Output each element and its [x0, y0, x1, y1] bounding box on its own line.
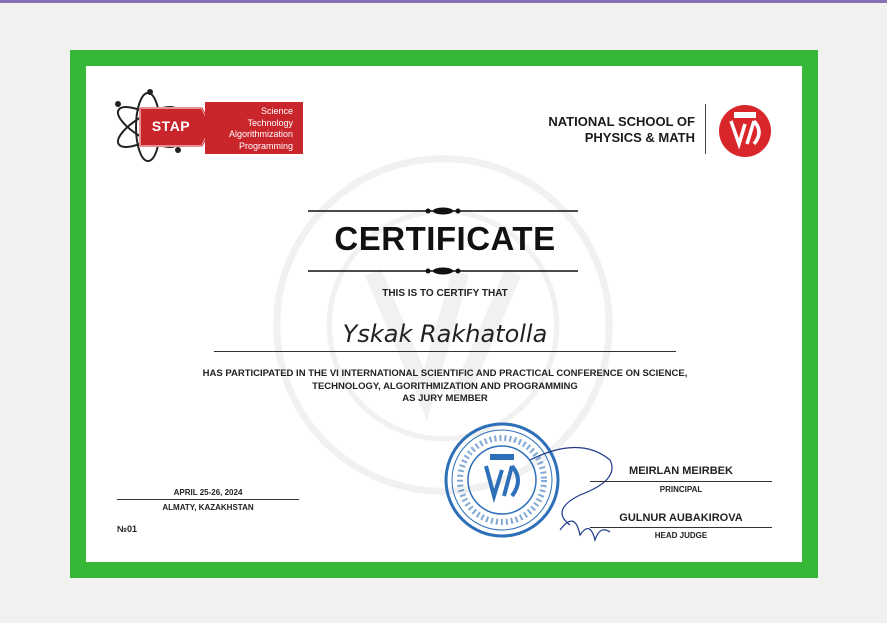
top-edge-strip — [0, 0, 887, 3]
recipient-name: Yskak Rakhatolla — [342, 320, 548, 348]
body-line-3-prefix: AS — [402, 393, 416, 404]
body-line-2: TECHNOLOGY, ALGORITHMIZATION AND PROGRAMMING — [312, 380, 578, 392]
signatory-judge-role: HEAD JUDGE — [654, 531, 708, 540]
ornament-bottom — [308, 266, 578, 276]
signatory-principal-role: PRINCIPAL — [659, 485, 703, 494]
signatory-principal-name: MEIRLAN MEIRBEK — [629, 465, 733, 477]
stap-tagline — [205, 102, 303, 154]
certificate-number: №01 — [117, 524, 138, 534]
school-name — [540, 114, 695, 146]
event-date: APRIL 25-26, 2024 — [173, 488, 243, 497]
stap-line-algorithmization: Algorithmization — [228, 129, 293, 139]
participant-role: JURY MEMBER — [418, 393, 488, 404]
certificate-body — [190, 368, 700, 406]
signatory-principal-line — [590, 481, 772, 482]
ornament-top — [308, 206, 578, 216]
certify-line: THIS IS TO CERTIFY THAT — [382, 288, 508, 299]
stap-line-science: Science — [260, 106, 293, 116]
stap-line-technology: Technology — [247, 117, 293, 128]
stap-line-programming: Programming — [238, 140, 293, 151]
school-name-line2: PHYSICS & MATH — [584, 130, 695, 145]
certificate-title: CERTIFICATE — [334, 220, 556, 257]
rfmsh-logo-icon — [718, 104, 772, 158]
logo-divider — [705, 104, 706, 154]
stap-logo-label: STAP — [151, 118, 191, 134]
signatory-judge-name: GULNUR AUBAKIROVA — [619, 512, 743, 524]
school-name-line1: NATIONAL SCHOOL OF — [548, 114, 695, 129]
event-place: ALMATY, KAZAKHSTAN — [162, 503, 254, 512]
signatory-judge-line — [590, 527, 772, 528]
date-underline — [117, 499, 299, 500]
body-line-3 — [190, 393, 700, 406]
body-line-1: HAS PARTICIPATED IN THE VI INTERNATIONAL SCIENTIFIC AND PRACTICAL CONFERENCE ON SCIENCE, — [202, 368, 688, 379]
recipient-underline — [214, 351, 676, 352]
